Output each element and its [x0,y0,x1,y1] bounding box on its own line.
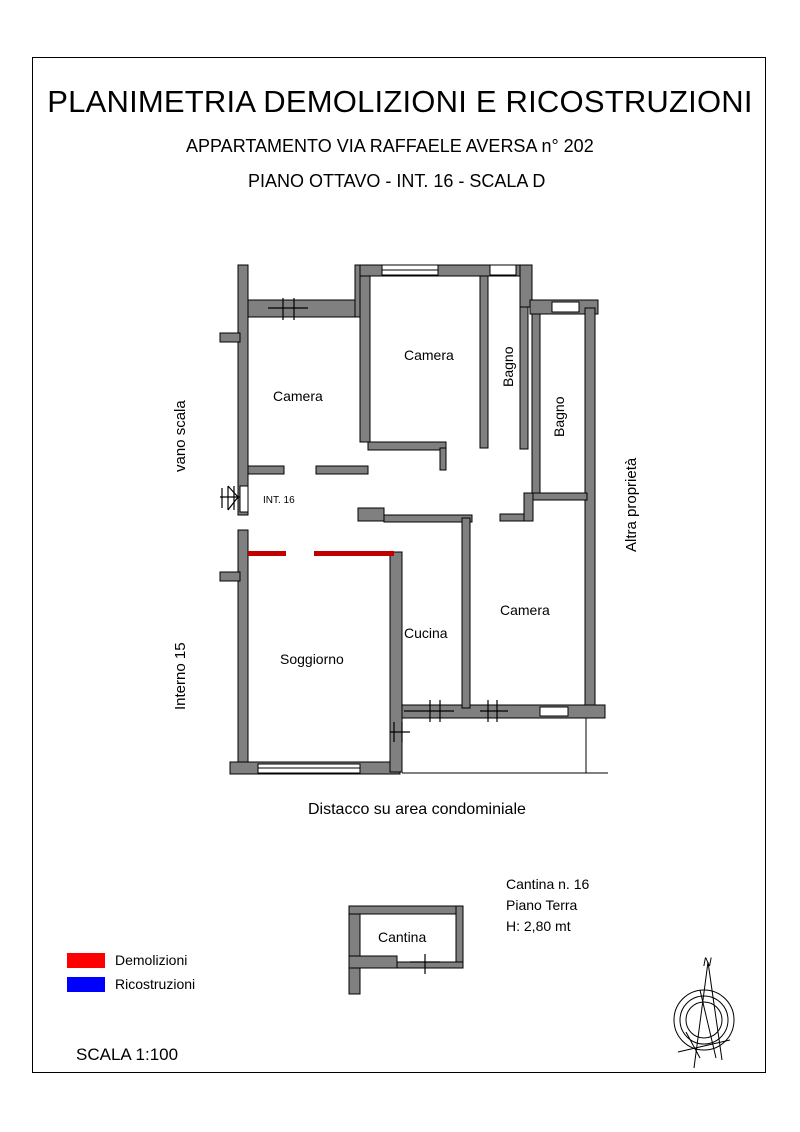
wall-cucina-left [390,552,402,772]
wall-bagno1-right [520,307,528,449]
cantina-number: Cantina n. 16 [506,876,590,892]
legend-label-demolizioni: Demolizioni [115,952,188,968]
legend-item-ricostruzioni [67,976,195,992]
demolition-segment-b [314,551,394,556]
demolition-segment-a [248,551,286,556]
drawing-subtitle-floor: PIANO OTTAVO - INT. 16 - SCALA D [248,171,546,191]
legend-label-ricostruzioni: Ricostruzioni [115,976,196,992]
wall-corridor [384,515,472,522]
cantina-floor: Piano Terra [506,897,578,913]
room-label-camera-center: Camera [404,347,454,363]
site-lines [402,718,608,773]
room-label-camera-right: Camera [500,602,550,618]
wall-left-lower [238,530,248,772]
wall-stair-stub-bottom [220,572,240,581]
room-label-cantina: Cantina [378,929,427,945]
room-label-bagno-1: Bagno [500,346,516,387]
label-altra-proprieta: Altra proprietà [623,457,640,552]
wall-cucina-right [462,518,470,708]
legend-swatch-demolizioni [67,953,105,968]
cantina-info [506,874,589,937]
label-interno-15: Interno 15 [172,642,189,710]
wall-cantina-right [456,906,463,968]
window-top-right [490,265,516,275]
wall-bagno2-bottom [532,493,587,500]
wall-corridor-block [358,508,384,521]
legend-swatch-ricostruzioni [67,977,105,992]
wall-camera-right-stub-v [524,493,533,521]
window-camera-right [540,707,568,716]
wall-camera-left-right [360,276,370,442]
room-label-camera-left: Camera [273,388,323,404]
legend-item-demolizioni [67,952,187,968]
wall-stair-stub-top [220,333,240,342]
label-vano-scala: vano scala [172,400,189,472]
wall-bagno1-left [480,276,488,448]
wall-cantina-left [349,906,360,994]
room-label-bagno-2: Bagno [551,396,567,437]
wall-camera-left-bottom-a [248,466,284,474]
wall-cantina-bottom-block [349,956,397,968]
wall-camera-center-stub [440,448,446,470]
wall-camera-center-bottom [368,442,446,450]
wall-bagno2-left [532,314,540,496]
cantina-height: H: 2,80 mt [506,918,571,934]
label-int-16: INT. 16 [263,495,295,506]
wall-camera-left-bottom-b [316,466,368,474]
scale-label: SCALA 1:100 [76,1045,179,1064]
window-entrance [240,486,248,512]
wall-cantina-top [349,906,462,914]
stair-symbol [220,486,240,510]
wall-cantina-bottom [397,962,463,968]
room-label-soggiorno: Soggiorno [280,651,344,667]
window-bagno2 [552,302,579,312]
demolition-lines [248,551,394,556]
label-distacco: Distacco su area condominiale [308,801,526,818]
north-label: N [703,955,712,969]
wall-right [585,308,595,712]
north-arrow [674,955,734,1068]
room-label-cucina: Cucina [404,625,448,641]
drawing-subtitle-address: APPARTAMENTO VIA RAFFAELE AVERSA n° 202 [186,136,594,156]
drawing-title: PLANIMETRIA DEMOLIZIONI E RICOSTRUZIONI [47,84,753,119]
wall-left-upper [238,265,248,515]
